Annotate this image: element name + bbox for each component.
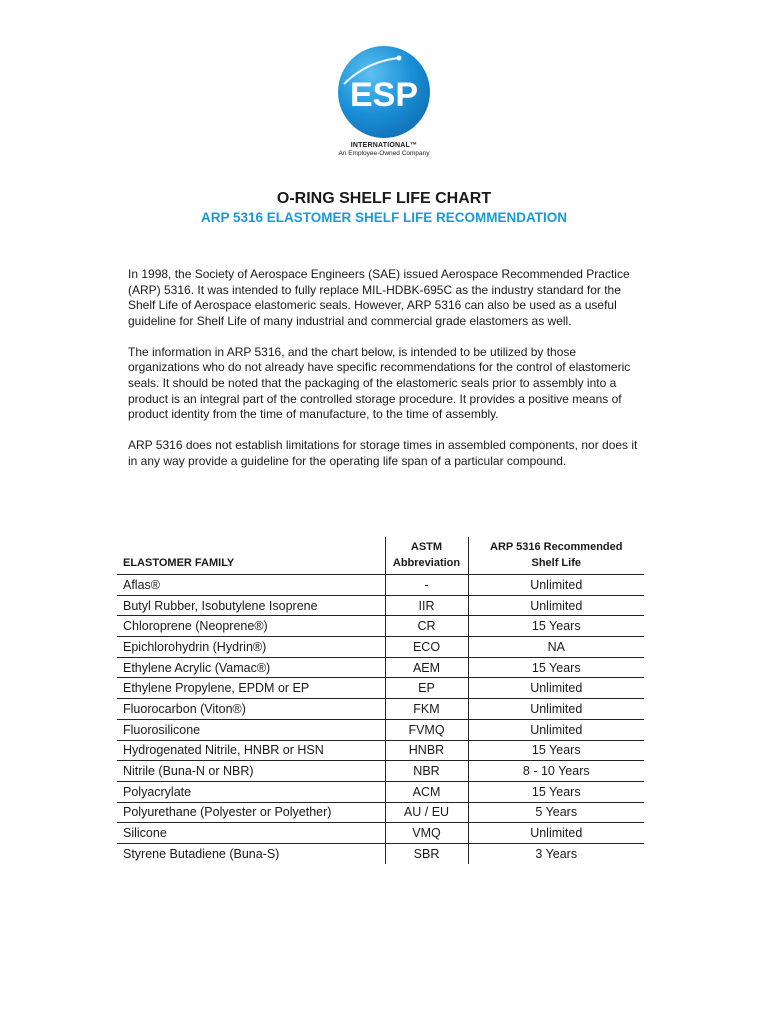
table-header-row [117,537,644,575]
logo-text: ESP [349,76,419,114]
table-row [117,802,644,823]
header-astm-line2: Abbreviation [392,557,461,569]
logo-tagline-employee: An Employee-Owned Company [338,150,430,157]
header-life-line2: Shelf Life [531,557,581,569]
cell-life: 8 - 10 Years [468,761,644,782]
cell-family: Epichlorohydrin (Hydrin®) [117,637,385,658]
intro-paragraph: In 1998, the Society of Aerospace Engineers (SAE) issued Aerospace Recommended Practice (ARP) 5316. It was intended to fully replace MIL-HDBK-695C as the industry standard for the Shelf Life of Aerospace elastomeric seals. However, ARP 5316 can also be used as a useful guideline for Shelf Life of many industrial and commercial grade elastomers as well. [128,267,630,328]
cell-life: 15 Years [468,616,644,637]
header-life-line1: ARP 5316 Recommended [490,541,623,553]
cell-abbr: FVMQ [385,719,468,740]
cell-life: Unlimited [468,595,644,616]
table-row [117,781,644,802]
intro-paragraph: ARP 5316 does not establish limitations for storage times in assembled components, nor does it in any way provide a guideline for the operating life span of a particular compound. [128,438,638,468]
company-logo [0,44,768,157]
cell-life: Unlimited [468,699,644,720]
esp-logo-icon [336,44,432,140]
table-row [117,637,644,658]
shelf-life-table [117,537,644,864]
table-row [117,843,644,863]
cell-life: 5 Years [468,802,644,823]
cell-life: Unlimited [468,823,644,844]
cell-life: 3 Years [535,846,578,861]
cell-abbr: - [385,575,468,596]
cell-life: 15 Years [468,740,644,761]
cell-family: Silicone [117,823,385,844]
table-row [117,823,644,844]
cell-family: Polyacrylate [117,781,385,802]
cell-life: NA [468,637,644,658]
table-row [117,595,644,616]
cell-family: Fluorosilicone [117,719,385,740]
logo-star [397,56,402,61]
cell-family: Nitrile (Buna-N or NBR) [117,761,385,782]
page-subtitle: ARP 5316 ELASTOMER SHELF LIFE RECOMMENDATION [200,210,568,225]
cell-life: Unlimited [468,575,644,596]
cell-life: Unlimited [468,678,644,699]
cell-family: Ethylene Acrylic (Vamac®) [117,657,385,678]
cell-family: Fluorocarbon (Viton®) [117,699,385,720]
logo-tagline-company: INTERNATIONAL™ [350,142,418,149]
cell-abbr: ECO [385,637,468,658]
cell-abbr: ACM [385,781,468,802]
intro-text [128,267,648,485]
table-row [117,616,644,637]
cell-life: 15 Years [468,657,644,678]
cell-abbr: CR [385,616,468,637]
cell-abbr: EP [385,678,468,699]
table-row [117,699,644,720]
cell-life: 15 Years [468,781,644,802]
cell-abbr: HNBR [385,740,468,761]
table-row [117,657,644,678]
cell-family: Polyurethane (Polyester or Polyether) [117,802,385,823]
cell-abbr: VMQ [385,823,468,844]
cell-family: Styrene Butadiene (Buna-S) [123,846,280,861]
table-row [117,678,644,699]
cell-abbr: AU / EU [385,802,468,823]
cell-abbr: FKM [385,699,468,720]
header-shelf-life [468,537,644,575]
table-row [117,719,644,740]
page-title: O-RING SHELF LIFE CHART [276,190,492,207]
header-astm-line1: ASTM [410,541,443,553]
table-row [117,575,644,596]
table-row [117,761,644,782]
cell-abbr: IIR [385,595,468,616]
cell-family: Butyl Rubber, Isobutylene Isoprene [117,595,385,616]
header-elastomer-family: ELASTOMER FAMILY [117,537,385,575]
cell-family: Chloroprene (Neoprene®) [117,616,385,637]
header-astm-abbreviation [385,537,468,575]
cell-abbr: NBR [385,761,468,782]
intro-paragraph: The information in ARP 5316, and the chart below, is intended to be utilized by those organizations who do not already have specific recommendations for the control of elastomeric seals. It should be noted that the packaging of the elastomeric seals prior to assembly into a product is an integral part of the controlled storage procedure. It provides a positive means of product identity from the time of manufacture, to the time of assembly. [128,344,631,422]
cell-abbr: SBR [385,843,468,863]
table-row [117,740,644,761]
cell-family: Hydrogenated Nitrile, HNBR or HSN [117,740,385,761]
cell-life: Unlimited [468,719,644,740]
cell-family: Ethylene Propylene, EPDM or EP [117,678,385,699]
cell-family: Aflas® [117,575,385,596]
cell-abbr: AEM [385,657,468,678]
